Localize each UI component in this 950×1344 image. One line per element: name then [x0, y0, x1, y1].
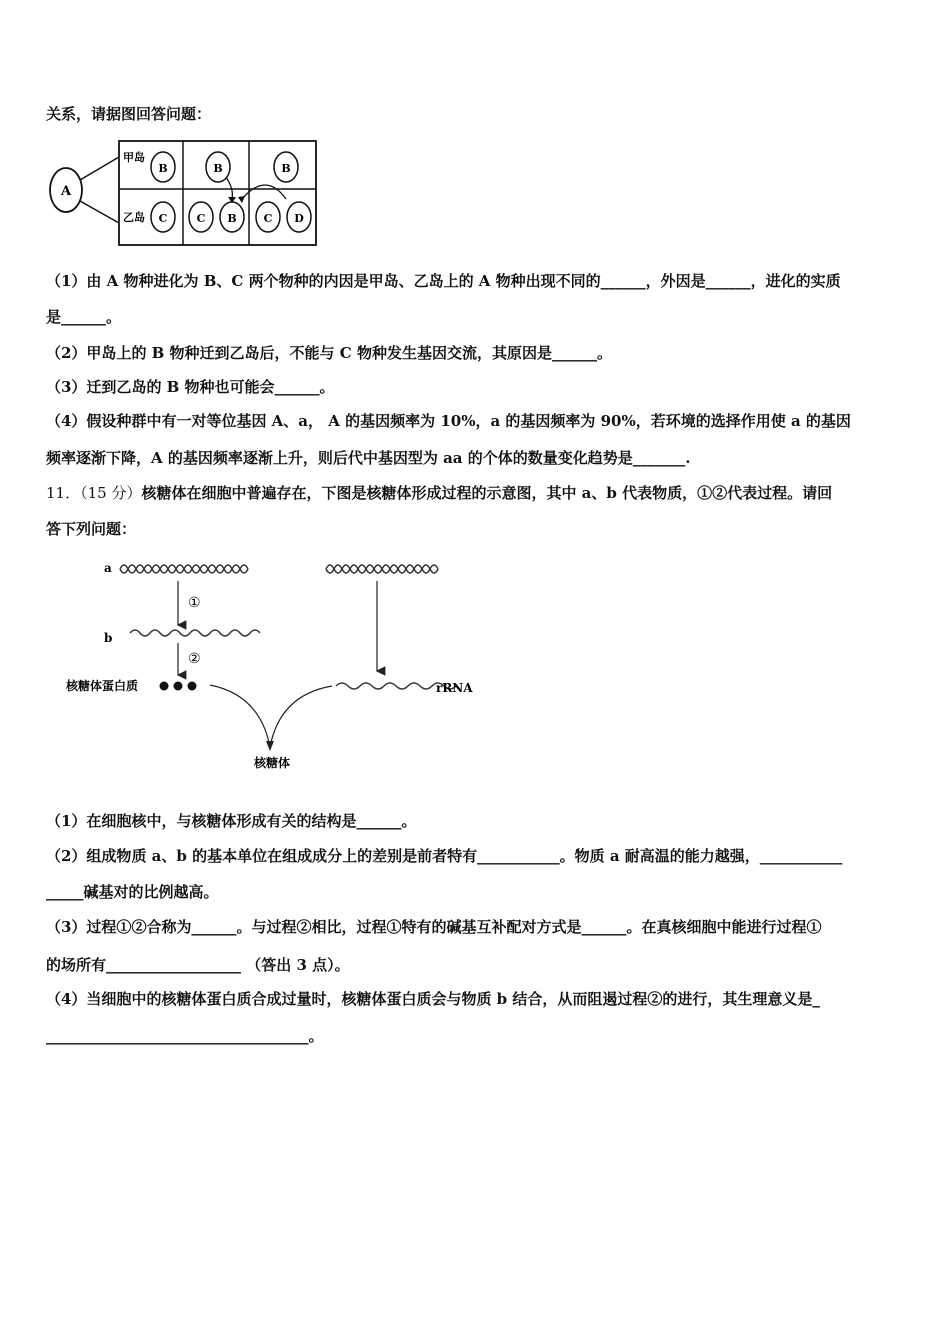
q10-part4-line2: 频率逐渐下降，A 的基因频率逐渐上升，则后代中基因型为 aa 的个体的数量变化趋势是_______. [46, 449, 691, 467]
curve-left [210, 685, 270, 747]
svg-text:B: B [281, 162, 291, 175]
q11-part1: （1）在细胞核中，与核糖体形成有关的结构是______。 [46, 812, 417, 830]
q11-part4-line2: ___________________________________。 [46, 1027, 324, 1045]
q11-stem-line2: 答下列问题： [46, 520, 137, 538]
branch-to-yi [80, 201, 119, 223]
q11-stem-text: 核糖体在细胞中普遍存在，下图是核糖体形成过程的示意图，其中 a、b 代表物质，①②代表过程。请回 [141, 484, 833, 502]
curve-right [270, 686, 332, 747]
protein-dot-1 [160, 682, 169, 691]
islands-grid [119, 141, 316, 245]
q11-part4-line1: （4）当细胞中的核糖体蛋白质合成过量时，核糖体蛋白质会与物质 b 结合，从而阻遏过程②的进行，其生理意义是_ [46, 990, 820, 1008]
branch-to-jia [80, 157, 119, 180]
speciation-diagram [46, 135, 326, 250]
ribosome-label: 核糖体 [253, 756, 291, 770]
label-a: a [104, 561, 112, 575]
protein-dot-3 [188, 682, 197, 691]
protein-dot-2 [174, 682, 183, 691]
q11-part3-line1: （3）过程①②合称为______。与过程②相比，过程①特有的碱基互补配对方式是______。在真核细胞中能进行过程① [46, 918, 822, 936]
q10-intro: 关系，请据图回答问题： [46, 105, 212, 123]
rrna-label: rRNA [436, 681, 473, 695]
svg-text:B: B [227, 212, 237, 225]
q10-part1-line1: （1）由 A 物种进化为 B、C 两个物种的内因是甲岛、乙岛上的 A 物种出现不同的______，外因是______，进化的实质 [46, 272, 841, 290]
q11-part2-line2: _____碱基对的比例越高。 [46, 883, 219, 901]
ribosome-formation-diagram [60, 555, 480, 780]
svg-text:C: C [196, 212, 206, 225]
q11-number: 11．（15 分） [46, 484, 142, 502]
svg-text:B: B [158, 162, 168, 175]
q11-part2-line1: （2）组成物质 a、b 的基本单位在组成成分上的差别是前者特有___________。物质 a 耐高温的能力越强，___________ [46, 847, 843, 865]
protein-label: 核糖体蛋白质 [66, 679, 139, 693]
species-a-label: A [60, 184, 72, 199]
rna-b [130, 630, 260, 636]
q11-stem-line1 [46, 482, 832, 503]
svg-text:C: C [158, 212, 168, 225]
dna-rrna-strand2 [326, 565, 438, 573]
svg-text:D: D [294, 212, 304, 225]
q10-part3: （3）迁到乙岛的 B 物种也可能会______。 [46, 378, 335, 396]
q11-part3-line2: 的场所有__________________ （答出 3 点）。 [46, 956, 350, 974]
island-yi-label: 乙岛 [123, 211, 145, 224]
step2-label: ② [188, 651, 201, 667]
dna-a-strand2 [120, 565, 248, 573]
migration-arrow-1 [226, 177, 232, 199]
label-b: b [104, 631, 113, 645]
q10-part1-line2: 是______。 [46, 308, 122, 326]
step1-label: ① [188, 595, 201, 611]
svg-text:C: C [263, 212, 273, 225]
svg-text:B: B [213, 162, 223, 175]
q10-part2: （2）甲岛上的 B 物种迁到乙岛后，不能与 C 物种发生基因交流，其原因是______。 [46, 344, 612, 362]
island-jia-label: 甲岛 [123, 151, 145, 164]
q10-part4-line1: （4）假设种群中有一对等位基因 A、a， A 的基因频率为 10%，a 的基因频率为 90%，若环境的选择作用使 a 的基因 [46, 412, 851, 430]
